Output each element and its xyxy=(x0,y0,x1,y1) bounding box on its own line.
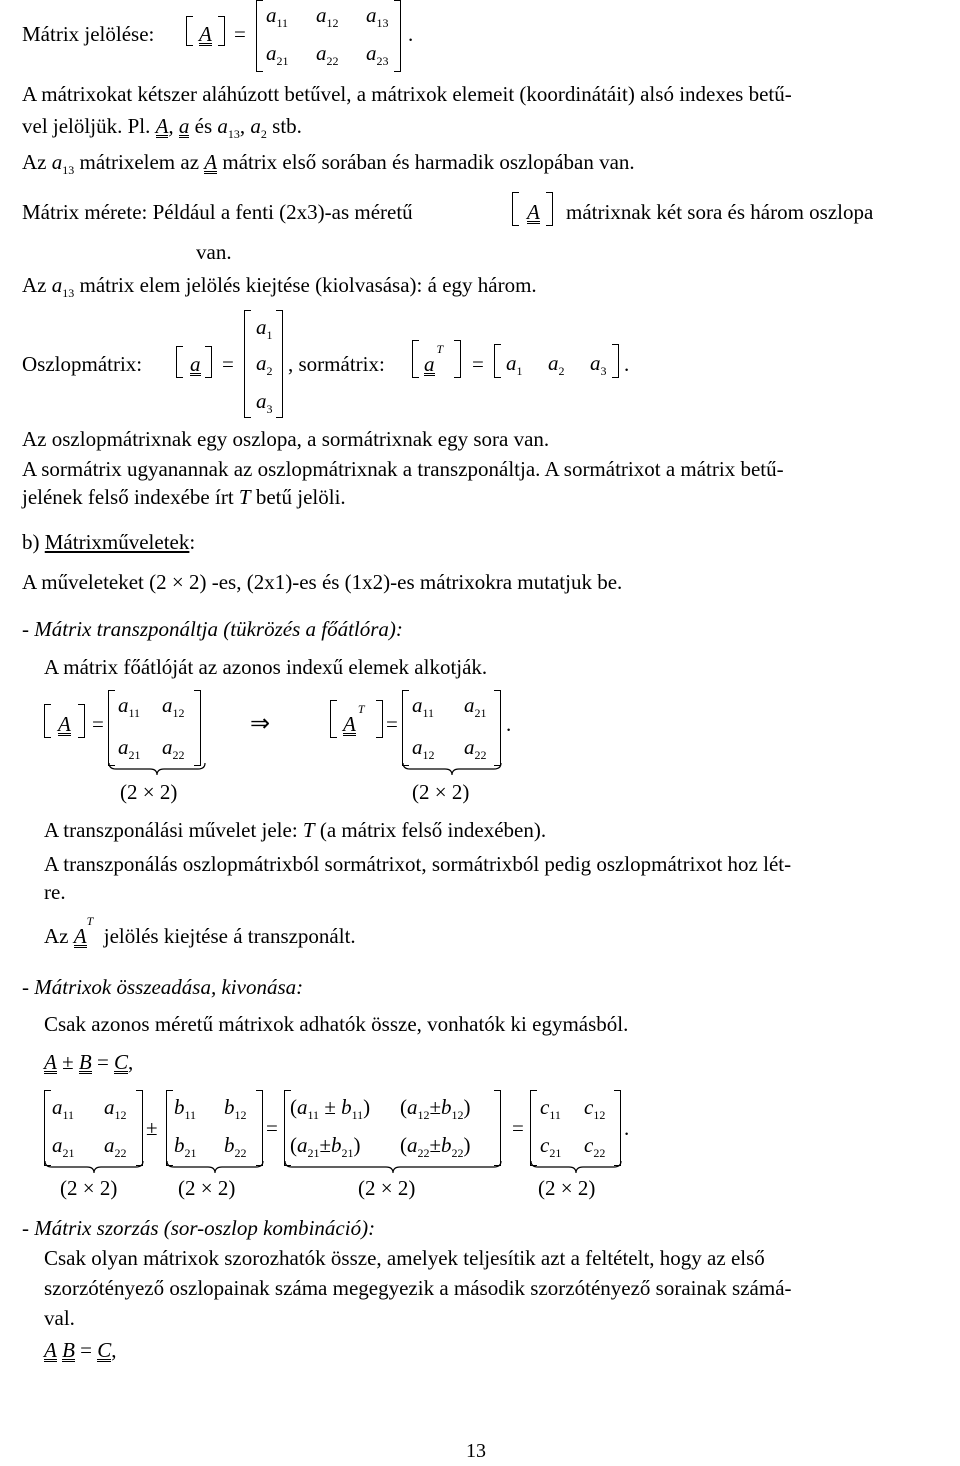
matrix-element: $a_3$ xyxy=(256,389,273,417)
matrix-bracket-right xyxy=(394,0,401,72)
bracket-right xyxy=(205,346,212,378)
bracket-left xyxy=(330,700,337,738)
paragraph-text: mátrixnak két sora és három oszlopa xyxy=(566,200,874,224)
underbrace xyxy=(108,762,206,776)
paragraph-text: Az $a_{13}$ mátrix elem jelölés kiejtése (kiolvasása): á egy három. xyxy=(22,273,537,301)
matrix-element: $a_1$ xyxy=(506,351,523,379)
paragraph-text: szorzótényező oszlopainak száma megegyezik a második szorzótényező sorainak számá- xyxy=(44,1276,792,1300)
matrix-element: $a_{12}$ xyxy=(104,1095,127,1123)
paragraph-text: Az oszlopmátrixnak egy oszlopa, a sormátrixnak egy sora van. xyxy=(22,427,550,451)
underbrace xyxy=(402,762,502,776)
matrix-element: $(a_{22}\pm b_{22})$ xyxy=(400,1133,471,1161)
paragraph-text: jelének felső indexébe írt T betű jelöli. xyxy=(22,485,346,509)
matrix-element: $c_{12}$ xyxy=(584,1095,606,1123)
bracket-right xyxy=(376,700,383,738)
matrix-element: $(a_{21}\pm b_{21})$ xyxy=(290,1133,361,1161)
matrix-bracket-left xyxy=(44,1090,51,1166)
paragraph-text: vel jelöljük. Pl. A, a és $a_{13}$, $a_2$ stb. xyxy=(22,114,302,142)
matrix-element: $(a_{11} \pm b_{11})$ xyxy=(290,1095,371,1123)
size-label: (2 × 2) xyxy=(358,1176,416,1200)
matrix-element: $a_{12}$ xyxy=(412,735,435,763)
addition-formula: A ± B = C, xyxy=(44,1050,134,1074)
paragraph-text: A transzponálási művelet jele: T (a mátrix felső indexében). xyxy=(44,818,547,842)
plus-minus-sign: ± xyxy=(146,1116,158,1140)
paragraph-text: A műveleteket (2 × 2) -es, (2x1)-es és (1x2)-es mátrixokra mutatjuk be. xyxy=(22,570,623,594)
vector-transpose-symbol: $a^T$ xyxy=(424,342,444,376)
underbrace xyxy=(530,1160,622,1174)
matrix-element: $a_{11}$ xyxy=(52,1095,75,1123)
bracket-left xyxy=(512,192,519,226)
bracket-left xyxy=(176,346,183,378)
matrix-element: $a_{22}$ xyxy=(464,735,487,763)
paragraph-text: Csak olyan mátrixok szorozhatók össze, amelyek teljesítik azt a feltételt, hogy az első xyxy=(44,1246,765,1270)
matrix-element: $a_{21}$ xyxy=(52,1133,75,1161)
bracket-left xyxy=(186,16,193,46)
matrix-element: $a_{12}$ xyxy=(162,693,185,721)
subsection-heading: - Mátrix szorzás (sor-oszlop kombináció): xyxy=(22,1216,376,1240)
matrix-bracket-right xyxy=(494,690,501,766)
paragraph-text: van. xyxy=(196,240,232,264)
matrix-element: $b_{11}$ xyxy=(174,1095,197,1123)
matrix-element: $a_{11}$ xyxy=(412,693,435,721)
matrix-element: $a_{22}$ xyxy=(162,735,185,763)
matrix-element: $a_{22}$ xyxy=(104,1133,127,1161)
matrix-element: $a_{13}$ xyxy=(366,3,389,31)
bracket-right xyxy=(78,704,85,738)
equals-sign: = xyxy=(512,1116,524,1140)
matrix-bracket-right xyxy=(276,310,283,418)
size-label: (2 × 2) xyxy=(412,780,470,804)
matrix-element: $c_{21}$ xyxy=(540,1133,562,1161)
matrix-element: $c_{22}$ xyxy=(584,1133,606,1161)
implies-icon: ⇒ xyxy=(250,711,271,737)
paragraph-text: A mátrixokat kétszer aláhúzott betűvel, a mátrixok elemeit (koordinátáit) alsó indexes betű- xyxy=(22,82,792,106)
matrix-bracket-left xyxy=(256,0,263,72)
matrix-element: $a_{22}$ xyxy=(316,41,339,69)
matrix-transpose-symbol: $A^T$ xyxy=(343,702,365,736)
size-label: (2 × 2) xyxy=(538,1176,596,1200)
bracket-left xyxy=(412,340,419,378)
matrix-element: $a_2$ xyxy=(256,351,273,379)
size-label: (2 × 2) xyxy=(60,1176,118,1200)
paragraph-text: Az $A^T$ jelölés kiejtése á transzponált. xyxy=(44,914,356,948)
underbrace xyxy=(166,1160,264,1174)
matrix-element: $b_{21}$ xyxy=(174,1133,197,1161)
row-bracket-right xyxy=(612,344,619,378)
bracket-left xyxy=(44,704,51,738)
paragraph-text: A sormátrix ugyanannak az oszlopmátrixnak a transzponáltja. A sormátrixot a mátrix betű- xyxy=(22,457,784,481)
matrix-element: $a_2$ xyxy=(548,351,565,379)
section-heading: b) Mátrixműveletek: xyxy=(22,530,196,554)
matrix-bracket-left xyxy=(108,690,115,766)
paragraph-text: Az $a_{13}$ mátrixelem az A mátrix első sorában és harmadik oszlopában van. xyxy=(22,150,635,178)
paragraph-text: , sormátrix: xyxy=(288,352,385,376)
subsection-heading: - Mátrixok összeadása, kivonása: xyxy=(22,975,304,999)
matrix-element: $a_3$ xyxy=(590,351,607,379)
matrix-element: $a_{12}$ xyxy=(316,3,339,31)
matrix-element: $a_{21}$ xyxy=(118,735,141,763)
matrix-element: $a_{21}$ xyxy=(266,41,289,69)
period: . xyxy=(408,22,414,46)
matrix-bracket-left xyxy=(166,1090,173,1166)
size-label: (2 × 2) xyxy=(120,780,178,804)
matrix-element: $c_{11}$ xyxy=(540,1095,561,1123)
matrix-bracket-left xyxy=(244,310,251,418)
page-number: 13 xyxy=(466,1440,486,1462)
matrix-symbol-A: A xyxy=(199,22,212,46)
period: . xyxy=(506,712,512,736)
period: . xyxy=(624,1116,630,1140)
matrix-symbol-A: A xyxy=(58,712,71,736)
paragraph-text: val. xyxy=(44,1306,75,1330)
equals-sign: = xyxy=(266,1116,278,1140)
matrix-bracket-right xyxy=(494,1090,501,1166)
matrix-element: $a_{23}$ xyxy=(366,41,389,69)
matrix-bracket-right xyxy=(194,690,201,766)
matrix-element: $b_{22}$ xyxy=(224,1133,247,1161)
paragraph-text: A mátrix főátlóját az azonos indexű elemek alkotják. xyxy=(44,655,488,679)
matrix-element: $a_{21}$ xyxy=(464,693,487,721)
matrix-bracket-right xyxy=(136,1090,143,1166)
matrix-element: $b_{12}$ xyxy=(224,1095,247,1123)
column-matrix-label: Oszlopmátrix: xyxy=(22,352,143,376)
paragraph-text: Csak azonos méretű mátrixok adhatók össze, vonhatók ki egymásból. xyxy=(44,1012,629,1036)
subsection-heading: - Mátrix transzponáltja (tükrözés a főátlóra): xyxy=(22,617,403,641)
size-label: (2 × 2) xyxy=(178,1176,236,1200)
equals-sign: = xyxy=(234,22,246,46)
equals-sign: = xyxy=(386,712,398,736)
paragraph-text: Mátrix mérete: Például a fenti (2x3)-as méretű xyxy=(22,200,413,224)
underbrace xyxy=(284,1160,502,1174)
vector-symbol-a: a xyxy=(190,352,201,376)
notation-label: Mátrix jelölése: xyxy=(22,22,155,46)
matrix-element: $a_{11}$ xyxy=(118,693,141,721)
equals-sign: = xyxy=(472,352,484,376)
equals-sign: = xyxy=(222,352,234,376)
paragraph-text: re. xyxy=(44,880,66,904)
matrix-element: $a_1$ xyxy=(256,315,273,343)
bracket-right xyxy=(546,192,553,226)
paragraph-text: A transzponálás oszlopmátrixból sormátrixot, sormátrixból pedig oszlopmátrixot hoz lét- xyxy=(44,852,792,876)
equals-sign: = xyxy=(92,712,104,736)
matrix-bracket-left xyxy=(530,1090,537,1166)
period: . xyxy=(624,352,630,376)
matrix-bracket-left xyxy=(402,690,409,766)
row-bracket-left xyxy=(494,344,501,378)
bracket-right xyxy=(218,16,225,46)
underbrace xyxy=(44,1160,144,1174)
matrix-bracket-right xyxy=(614,1090,621,1166)
matrix-element: $a_{11}$ xyxy=(266,3,289,31)
multiplication-formula: A B = C, xyxy=(44,1338,117,1362)
matrix-bracket-right xyxy=(256,1090,263,1166)
matrix-element: $(a_{12}\pm b_{12})$ xyxy=(400,1095,471,1123)
bracket-right xyxy=(454,340,461,378)
matrix-symbol-A: A xyxy=(527,200,540,224)
